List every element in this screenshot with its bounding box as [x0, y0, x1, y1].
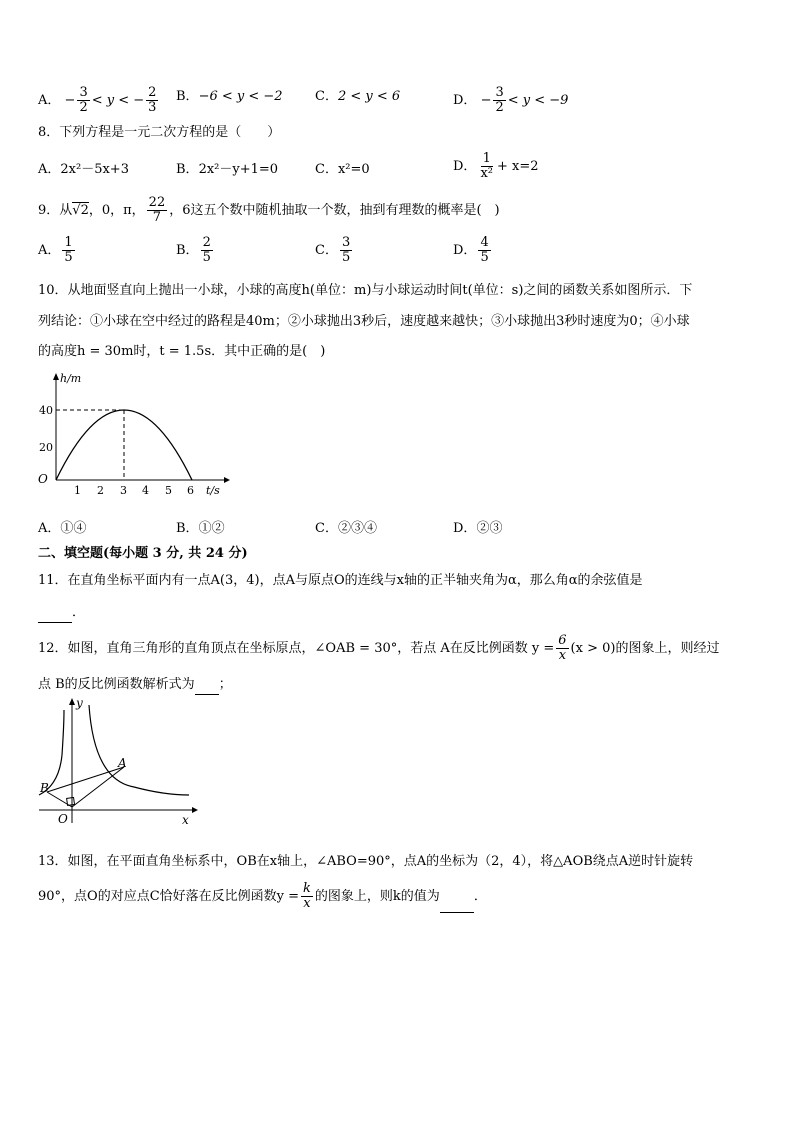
numerator: 6: [558, 633, 567, 648]
option-label: A．: [38, 162, 61, 177]
x-tick-3: 3: [120, 484, 127, 497]
sqrt: √2: [72, 203, 89, 218]
segment-OB: [47, 792, 72, 807]
option-text: 2 < y < 6: [337, 89, 401, 104]
x-tick-5: 5: [165, 484, 172, 497]
q7-option-b: [176, 88, 283, 106]
q8-option-d: [453, 152, 539, 181]
fraction: [201, 236, 213, 265]
curve-right: [89, 705, 189, 795]
option-label: B．: [176, 521, 199, 536]
denominator: 7: [152, 210, 162, 225]
q9-option-c: [315, 236, 354, 265]
semicolon: ；: [218, 677, 232, 692]
answer-blank[interactable]: [440, 882, 474, 913]
fraction: [340, 236, 352, 265]
q8-option-b: [176, 161, 278, 179]
q10-line-1: 10．从地面竖直向上抛出一小球，小球的高度h(单位：m)与小球运动时间t(单位：s)之间的函数关系如图所示．下: [38, 283, 693, 298]
b-label: B: [40, 781, 49, 795]
q10-line-2: 列结论：①小球在空中经过的路程是40m；②小球抛出3秒后，速度越来越快；③小球抛出3秒时速度为0；④小球: [38, 314, 690, 329]
q9-option-b: [176, 236, 215, 265]
option-text: −6 < y < −2: [198, 89, 283, 104]
o-label: O: [58, 812, 68, 826]
option-label: A．: [38, 521, 61, 536]
denominator: x: [303, 896, 311, 911]
right-angle-mark: [67, 797, 75, 805]
numerator: 2: [148, 85, 157, 100]
numerator: 4: [480, 235, 489, 250]
denominator: 2: [495, 100, 504, 115]
option-text: + x=2: [496, 159, 539, 174]
minus: −: [64, 93, 76, 108]
option-label: D．: [453, 159, 477, 174]
minus: −: [480, 93, 492, 108]
q13-line-1: 13．如图，在平面直角坐标系中，OB在x轴上，∠ABO=90°，点A的坐标为（2，4），将△AOB绕点A逆时针旋转: [38, 854, 694, 869]
stem-text: (x > 0)的图象上，则经过: [570, 641, 720, 656]
fraction: [478, 152, 495, 181]
option-text: x²=0: [337, 162, 370, 177]
fraction: [493, 86, 505, 115]
a-label: A: [118, 756, 127, 770]
q8-option-a: [38, 161, 129, 179]
option-label: B．: [176, 162, 199, 177]
q7-option-d: [453, 86, 568, 115]
option-text: ②③: [476, 521, 503, 536]
q13-line-2: [38, 882, 487, 913]
origin-label: O: [38, 472, 48, 486]
option-label: C．: [315, 89, 338, 104]
q10-option-c: [315, 520, 377, 538]
x-arrow-icon: [192, 807, 198, 813]
denominator: x²: [480, 166, 493, 181]
option-label: B．: [176, 89, 199, 104]
denominator: 5: [480, 250, 489, 265]
option-text: ②③④: [337, 521, 377, 536]
q8-stem: 8．下列方程是一元二次方程的是（ ）: [38, 125, 281, 140]
option-label: A．: [38, 243, 61, 258]
option-label: C．: [315, 243, 338, 258]
option-label: D．: [453, 243, 477, 258]
y-tick-40: 40: [39, 404, 53, 417]
y-label: y: [76, 696, 83, 710]
q8-option-c: [315, 161, 370, 179]
fraction: [77, 86, 89, 115]
period: ．: [473, 889, 487, 904]
stem-text: 的图象上，则k的值为: [314, 889, 440, 904]
option-label: C．: [315, 521, 338, 536]
q10-graph: [34, 370, 234, 500]
q10-option-a: [38, 520, 86, 538]
y-tick-20: 20: [39, 441, 53, 454]
stem-text: ，6这五个数中随机抽取一个数，抽到有理数的概率是( ): [169, 203, 500, 218]
fraction: [301, 882, 313, 911]
fraction: [62, 236, 74, 265]
y-arrow-icon: [53, 373, 59, 380]
numerator: 3: [79, 85, 88, 100]
denominator: x: [558, 648, 567, 663]
section-title: 二、填空题(每小题 3 分, 共 24 分): [38, 546, 248, 561]
option-text: ①②: [198, 521, 225, 536]
q12-line-2: [38, 676, 232, 695]
x-label: x: [182, 813, 189, 827]
numerator: 22: [148, 195, 166, 210]
stem-text: 点 B的反比例函数解析式为: [38, 677, 195, 692]
denominator: 5: [202, 250, 211, 265]
numerator: 1: [482, 151, 491, 166]
numerator: 3: [495, 85, 504, 100]
q9-option-a: [38, 236, 77, 265]
option-label: C．: [315, 162, 338, 177]
period: ．: [72, 605, 86, 620]
stem-text: 12．如图，直角三角形的直角顶点在坐标原点，∠OAB = 30°，若点 A在反比例函数 y =: [38, 641, 555, 656]
denominator: 5: [64, 250, 73, 265]
q10-option-d: [453, 520, 502, 538]
q9-stem: [38, 196, 500, 226]
q10-option-b: [176, 520, 225, 538]
q9-option-d: [453, 236, 493, 265]
q10-line-3: 的高度h = 30m时，t = 1.5s．其中正确的是( ): [38, 344, 326, 359]
x-tick-1: 1: [74, 484, 81, 497]
numerator: k: [303, 881, 311, 896]
denominator: 5: [341, 250, 351, 265]
q11-line-2: [38, 604, 85, 623]
numerator: 1: [64, 235, 73, 250]
stem-text: 9．从: [38, 203, 73, 218]
option-label: D．: [453, 93, 477, 108]
inequality: < y < −9: [507, 93, 569, 108]
answer-blank[interactable]: [195, 676, 219, 695]
fraction: [147, 196, 168, 225]
q12-line-1: [38, 634, 719, 664]
x-arrow-icon: [224, 477, 230, 483]
option-text: 2x²－5x+3: [60, 162, 129, 177]
q12-graph: [34, 695, 204, 830]
option-label: A．: [38, 93, 61, 108]
q7-option-a: [38, 86, 160, 115]
fraction: [556, 634, 568, 663]
q7-option-c: [315, 88, 400, 106]
option-text: 2x²－y+1=0: [198, 162, 279, 177]
option-text: ①④: [60, 521, 87, 536]
fraction: [146, 86, 158, 115]
numerator: 3: [341, 235, 351, 250]
stem-text: ，0，π，: [88, 203, 145, 218]
x-tick-4: 4: [142, 484, 149, 497]
numerator: 2: [202, 235, 211, 250]
segment-OA: [72, 767, 124, 807]
fraction: [478, 236, 490, 265]
option-label: B．: [176, 243, 199, 258]
y-axis-label: h/m: [60, 372, 82, 385]
denominator: 2: [79, 100, 88, 115]
x-axis-label: t/s: [206, 484, 220, 497]
q11-line-1: 11．在直角坐标平面内有一点A(3，4)，点A与原点O的连线与x轴的正半轴夹角为α，那么角α的余弦值是: [38, 573, 643, 588]
answer-blank[interactable]: [38, 604, 72, 623]
y-arrow-icon: [69, 698, 75, 705]
stem-text: 90°，点O的对应点C恰好落在反比例函数y =: [38, 889, 300, 904]
x-tick-2: 2: [97, 484, 104, 497]
denominator: 3: [148, 100, 157, 115]
inequality: < y < −: [91, 93, 145, 108]
x-tick-6: 6: [187, 484, 194, 497]
option-label: D．: [453, 521, 477, 536]
